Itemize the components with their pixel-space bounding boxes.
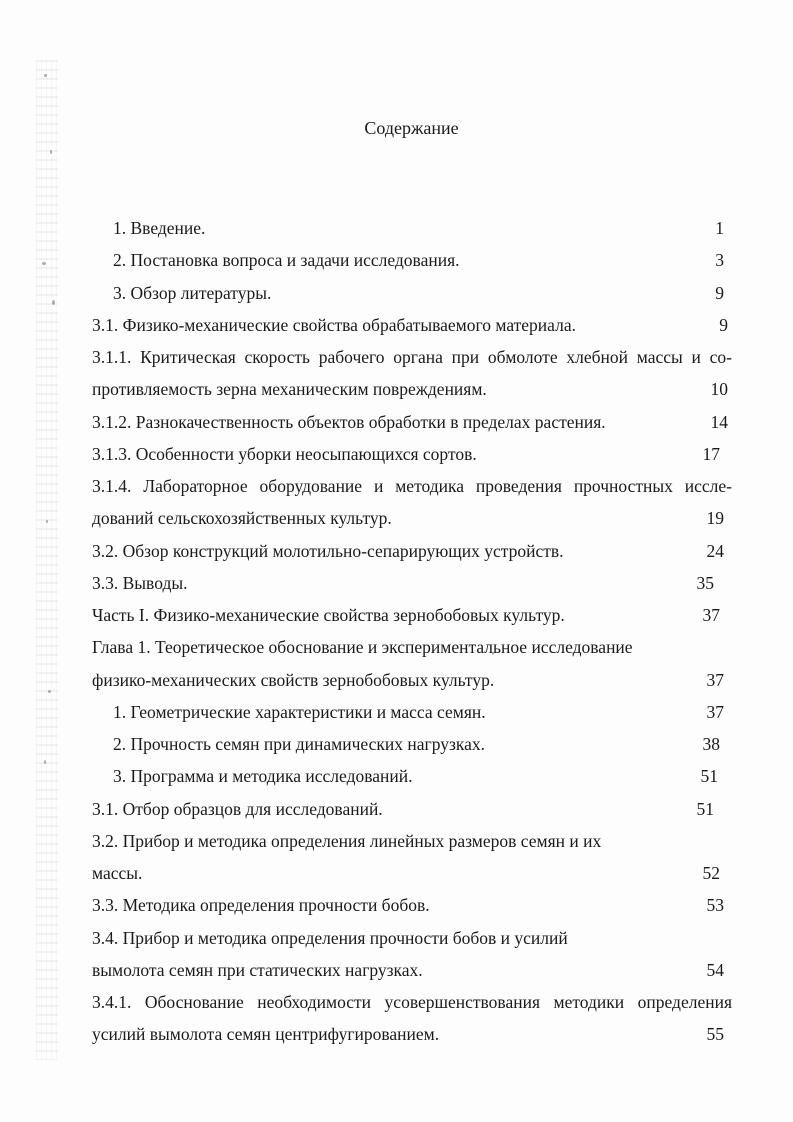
toc-entry [92, 309, 732, 341]
toc-entry-title: усилий вымолота семян центрифугированием. [92, 1024, 440, 1045]
toc-entry [92, 986, 732, 1018]
toc-entry [92, 341, 732, 373]
scan-speck [52, 300, 55, 305]
toc-entry-page-number: 19 [706, 508, 724, 529]
toc-entry-title: 3.3. Выводы. [92, 572, 188, 593]
scan-speck [44, 74, 47, 77]
toc-entry [92, 438, 732, 470]
toc-entry-page-number: 51 [700, 766, 718, 787]
toc-entry [92, 277, 732, 309]
toc-entry [92, 889, 732, 921]
toc-entry-page-number: 53 [706, 895, 724, 916]
toc-entry [92, 954, 732, 986]
toc-entry-page-number: 37 [706, 701, 724, 722]
toc-entry-title: 3. Обзор литературы. [113, 282, 272, 303]
toc-entry [92, 857, 732, 889]
toc-entry-page-number: 3 [715, 250, 724, 271]
toc-entry [92, 406, 732, 438]
toc-entry-title: 3.1.2. Разнокачественность объектов обработки в пределах растения. [92, 411, 606, 432]
toc-entry-title: 3.2. Прибор и методика определения линейных размеров семян и их [92, 830, 602, 851]
toc-entry [92, 793, 732, 825]
toc-entry [92, 664, 732, 696]
toc-entry [92, 502, 732, 534]
toc-entry-title: 3.1. Отбор образцов для исследований. [92, 798, 383, 819]
toc-entry-title: 3.1.1. Критическая скорость рабочего органа при обмолоте хлебной массы и со- [92, 347, 732, 367]
toc-entry [92, 212, 732, 244]
toc-entry-title: 3.4. Прибор и методика определения прочности бобов и усилий [92, 927, 568, 948]
toc-entry-page-number: 24 [706, 540, 724, 561]
scan-speck [44, 760, 46, 764]
toc-entry [92, 244, 732, 276]
toc-entry-title: 1. Введение. [113, 218, 206, 238]
toc-entry-title: 1. Геометрические характеристики и масса семян. [113, 701, 486, 722]
toc-entry [92, 373, 732, 405]
scan-speck [46, 520, 48, 523]
toc-entry-title: дований сельскохозяйственных культур. [92, 508, 392, 529]
toc-entry-page-number: 17 [702, 443, 720, 464]
toc-entry-page-number: 14 [710, 411, 728, 432]
toc-entry-title: 3.1.3. Особенности уборки неосыпающихся сортов. [92, 443, 477, 464]
toc-entry [92, 922, 732, 954]
toc-entry-page-number: 52 [702, 863, 720, 883]
toc-entry-page-number: 1 [715, 218, 724, 238]
toc-entry [92, 696, 732, 728]
toc-entry-page-number: 9 [719, 314, 728, 335]
toc-entry [92, 567, 732, 599]
toc-entry-title: Глава 1. Теоретическое обоснование и экспериментальное исследование [92, 637, 633, 658]
toc-entry [92, 760, 732, 792]
toc-entry-page-number: 55 [706, 1024, 724, 1045]
toc-entry-title: 3.2. Обзор конструкций молотильно-сепарирующих устройств. [92, 540, 564, 561]
toc-entry [92, 535, 732, 567]
toc-entry [92, 470, 732, 502]
scan-speck [50, 150, 52, 154]
toc-entry-title: физико-механических свойств зернобобовых культур. [92, 669, 495, 690]
toc-entry [92, 1018, 732, 1050]
toc-entry-title: 3.1. Физико-механические свойства обрабатываемого материала. [92, 314, 576, 335]
toc-entry-page-number: 38 [702, 734, 720, 754]
toc-entry-page-number: 35 [696, 572, 714, 593]
page-title: Содержание [364, 118, 459, 138]
scan-speck [42, 262, 46, 265]
toc-entry-title: Часть I. Физико-механические свойства зернобобовых культур. [92, 605, 565, 625]
table-of-contents [92, 212, 732, 1051]
toc-entry-title: 2. Постановка вопроса и задачи исследования. [113, 250, 460, 271]
toc-entry-title: 3.3. Методика определения прочности бобов. [92, 895, 430, 916]
toc-entry-title: 2. Прочность семян при динамических нагрузках. [113, 734, 486, 754]
toc-entry-title: массы. [92, 863, 143, 883]
toc-entry-title: 3.1.4. Лабораторное оборудование и методика проведения прочностных иссле- [92, 476, 732, 496]
scan-speck [48, 690, 51, 693]
toc-entry-page-number: 54 [706, 959, 724, 980]
toc-entry [92, 599, 732, 631]
toc-entry-page-number: 51 [696, 798, 714, 819]
toc-entry-title: противляемость зерна механическим повреждениям. [92, 379, 487, 400]
toc-entry-title: 3. Программа и методика исследований. [113, 766, 413, 787]
toc-entry [92, 825, 732, 857]
toc-entry [92, 728, 732, 760]
toc-entry-title: 3.4.1. Обоснование необходимости усовершенствования методики определения [92, 992, 732, 1012]
toc-entry-page-number: 37 [706, 669, 724, 690]
toc-entry-page-number: 10 [710, 379, 728, 400]
toc-entry-title: вымолота семян при статических нагрузках. [92, 959, 423, 980]
toc-entry-page-number: 9 [715, 282, 724, 303]
scan-binding-artifact [36, 60, 58, 1060]
toc-entry-page-number: 37 [702, 605, 720, 625]
toc-entry [92, 631, 732, 663]
